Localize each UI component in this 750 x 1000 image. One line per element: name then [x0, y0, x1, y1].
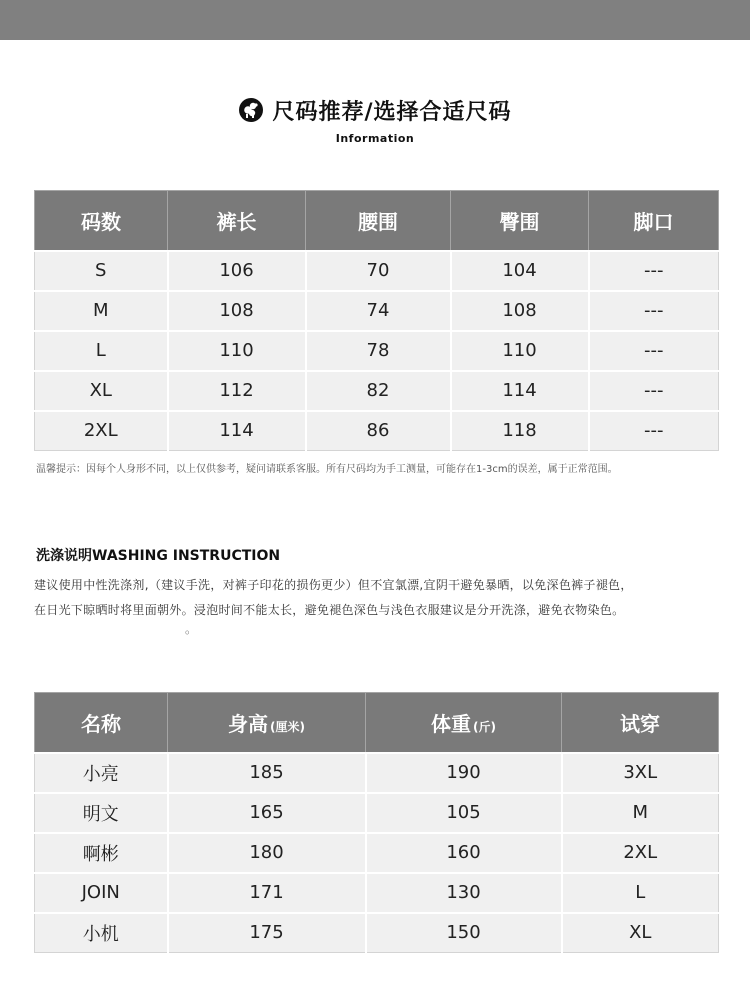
table-row — [35, 753, 719, 793]
table-cell: 175 — [168, 913, 366, 953]
table-cell: --- — [589, 411, 719, 451]
table-cell: 108 — [168, 291, 306, 331]
column-header — [562, 693, 719, 753]
table-cell: --- — [589, 291, 719, 331]
table-cell: 110 — [168, 331, 306, 371]
table-cell: 114 — [451, 371, 589, 411]
table-cell: 106 — [168, 251, 306, 291]
column-header-label: 身高 — [228, 711, 268, 736]
washing-text-line: 建议使用中性洗涤剂,（建议手洗，对裤子印花的损伤更少）但不宜氯漂,宜阴干避免暴晒，以免深色裤子褪色， — [34, 578, 633, 592]
column-header — [168, 693, 366, 753]
table-cell: JOIN — [35, 873, 168, 913]
column-header-label: 试穿 — [620, 711, 660, 736]
column-header-label: 体重 — [431, 711, 471, 736]
table-cell: 118 — [451, 411, 589, 451]
washing-text-line: 在日光下晾晒时将里面朝外。浸泡时间不能太长，避免褪色深色与浅色衣服建议是分开洗涤，避免衣物染色。 — [34, 603, 625, 617]
table-row — [35, 913, 719, 953]
table-row — [35, 251, 719, 291]
washing-trailing-mark: 。 — [185, 622, 198, 636]
table-cell: 130 — [366, 873, 562, 913]
table-cell: --- — [589, 331, 719, 371]
table-row — [35, 331, 719, 371]
try-on-table-header — [35, 693, 719, 753]
column-header: 裤长 — [168, 191, 306, 251]
column-header-unit: (厘米) — [270, 719, 305, 734]
table-row — [35, 873, 719, 913]
table-cell: M — [562, 793, 719, 833]
poodle-icon — [238, 97, 264, 123]
table-cell: --- — [589, 251, 719, 291]
column-header — [366, 693, 562, 753]
table-cell: S — [35, 251, 168, 291]
table-row — [35, 371, 719, 411]
table-cell: XL — [562, 913, 719, 953]
table-cell: L — [35, 331, 168, 371]
column-header: 臀围 — [451, 191, 589, 251]
table-cell: 180 — [168, 833, 366, 873]
column-header-label: 名称 — [81, 711, 121, 736]
table-cell: 啊彬 — [35, 833, 168, 873]
washing-title: 洗涤说明WASHING INSTRUCTION — [36, 548, 281, 564]
table-cell: 3XL — [562, 753, 719, 793]
table-cell: 190 — [366, 753, 562, 793]
table-row — [35, 793, 719, 833]
table-row — [35, 833, 719, 873]
page-title: 尺码推荐/选择合适尺码 — [272, 99, 512, 125]
table-row — [35, 291, 719, 331]
table-cell: 78 — [306, 331, 451, 371]
table-cell: 86 — [306, 411, 451, 451]
table-cell: 114 — [168, 411, 306, 451]
table-cell: 小机 — [35, 913, 168, 953]
table-cell: 2XL — [35, 411, 168, 451]
table-cell: 112 — [168, 371, 306, 411]
page-title-row — [0, 92, 750, 128]
column-header: 码数 — [35, 191, 168, 251]
table-cell: M — [35, 291, 168, 331]
size-table-header — [35, 191, 719, 251]
table-cell: 105 — [366, 793, 562, 833]
top-band — [0, 0, 750, 40]
table-cell: 小亮 — [35, 753, 168, 793]
column-header-unit: (斤) — [473, 719, 496, 734]
try-on-table — [34, 692, 719, 953]
table-cell: 185 — [168, 753, 366, 793]
page-subtitle: Information — [335, 132, 415, 145]
table-cell: 108 — [451, 291, 589, 331]
table-cell: 74 — [306, 291, 451, 331]
table-cell: L — [562, 873, 719, 913]
table-cell: 104 — [451, 251, 589, 291]
table-row — [35, 411, 719, 451]
column-header: 脚口 — [589, 191, 719, 251]
table-cell: 150 — [366, 913, 562, 953]
table-cell: 171 — [168, 873, 366, 913]
table-cell: 165 — [168, 793, 366, 833]
table-cell: 110 — [451, 331, 589, 371]
size-note: 温馨提示：因每个人身形不同，以上仅供参考，疑问请联系客服。所有尺码均为手工测量，可能存在1-3cm的误差，属于正常范围。 — [36, 464, 618, 475]
column-header — [35, 693, 168, 753]
column-header: 腰围 — [306, 191, 451, 251]
table-cell: 2XL — [562, 833, 719, 873]
table-cell: 82 — [306, 371, 451, 411]
size-table — [34, 190, 719, 451]
table-cell: 明文 — [35, 793, 168, 833]
table-cell: 160 — [366, 833, 562, 873]
table-cell: --- — [589, 371, 719, 411]
table-cell: 70 — [306, 251, 451, 291]
table-cell: XL — [35, 371, 168, 411]
